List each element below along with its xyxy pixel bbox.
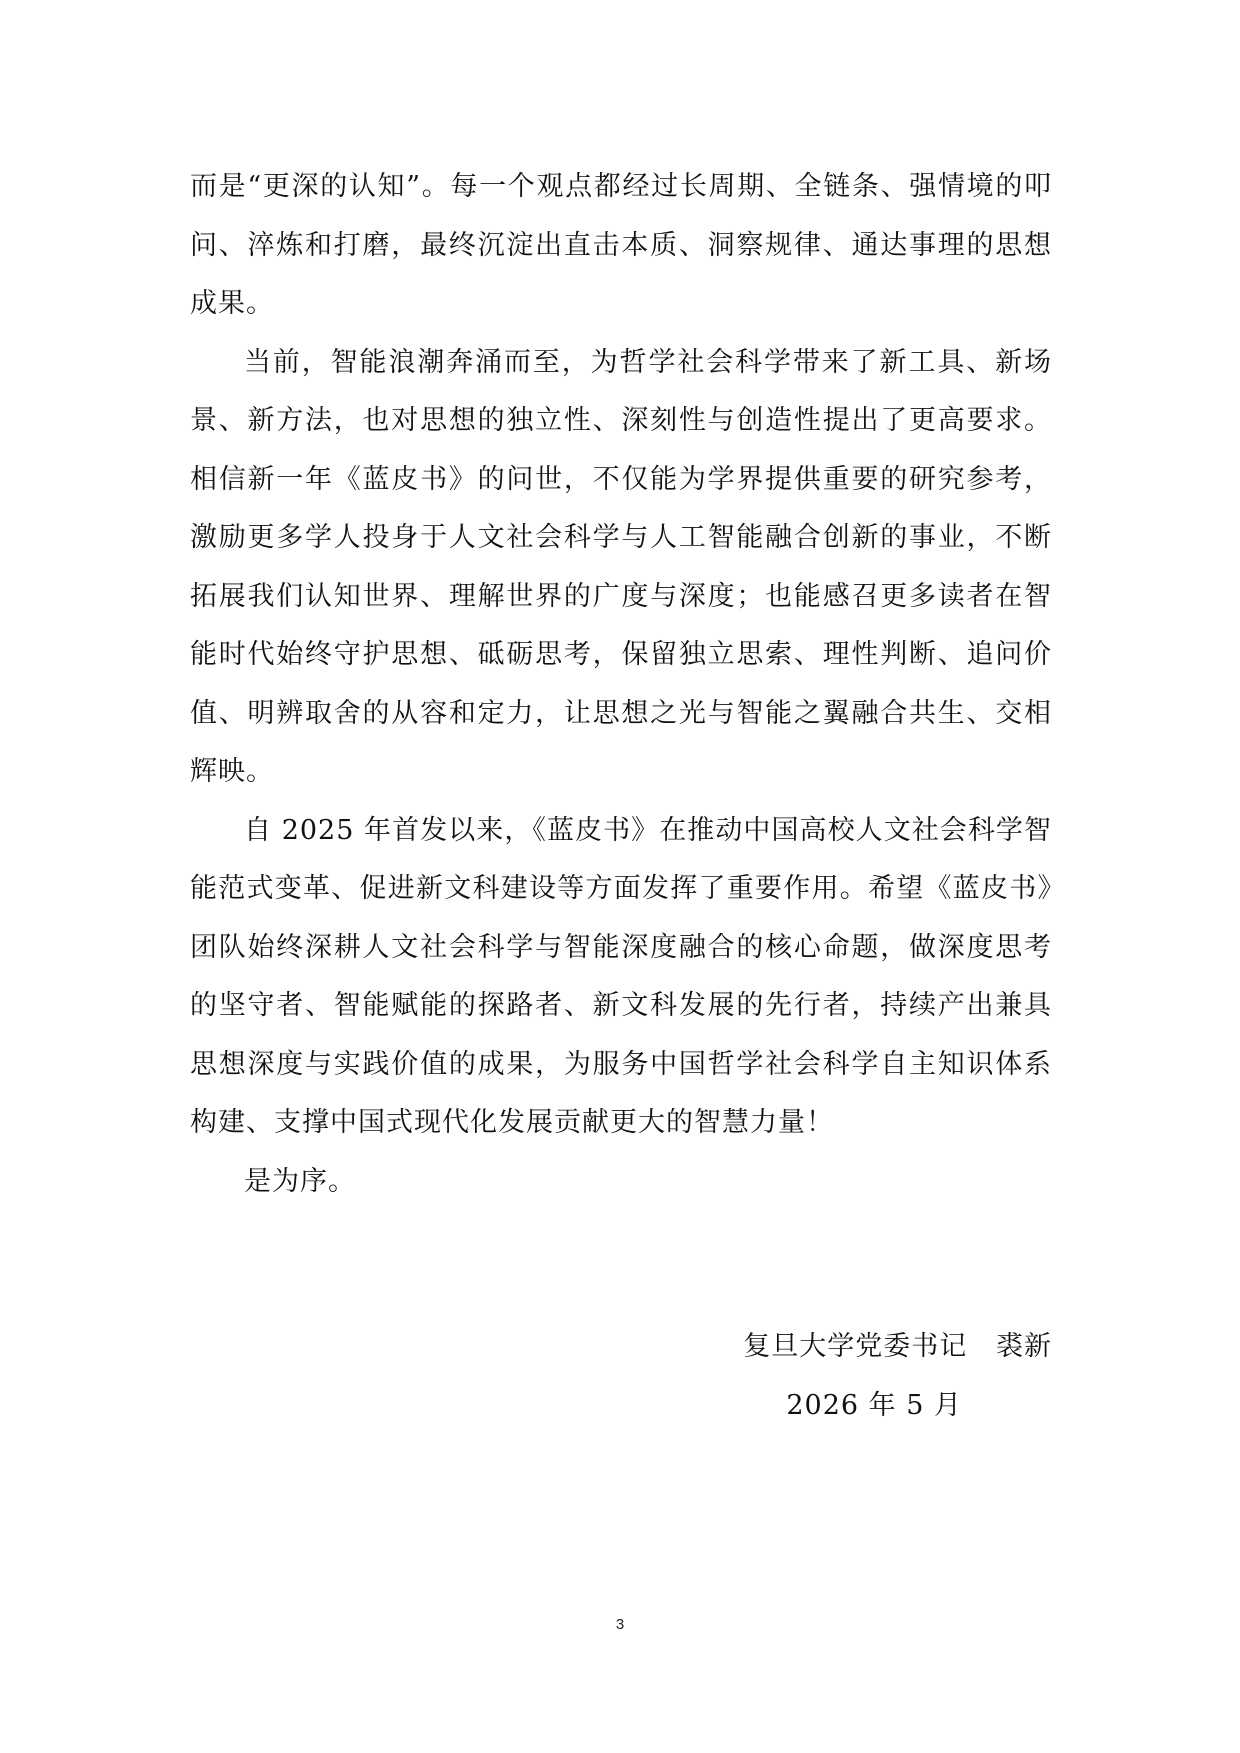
page-number: 3 bbox=[615, 1616, 625, 1633]
signature-block bbox=[452, 1318, 1052, 1435]
signature-date: 2026 年 5 月 bbox=[786, 1389, 962, 1421]
signature-author: 复旦大学党委书记 裘新 bbox=[743, 1331, 1052, 1362]
paragraph-1: 而是“更深的认知”。每一个观点都经过长周期、全链条、强情境的叩问、淬炼和打磨，最终沉淀出直击本质、洞察规律、通达事理的思想成果。 bbox=[190, 171, 1052, 319]
preface-body bbox=[190, 158, 1052, 1211]
paragraph-3: 自 2025 年首发以来，《蓝皮书》在推动中国高校人文社会科学智能范式变革、促进新文科建设等方面发挥了重要作用。希望《蓝皮书》团队始终深耕人文社会科学与智能深度融合的核心命题，做深度思考的坚守者、智能赋能的探路者、新文科发展的先行者，持续产出兼具思想深度与实践价值的成果，为服务中国哲学社会科学自主知识体系构建、支撑中国式现代化发展贡献更大的智慧力量！ bbox=[190, 814, 1052, 1138]
paragraph-2: 当前，智能浪潮奔涌而至，为哲学社会科学带来了新工具、新场景、新方法，也对思想的独立性、深刻性与创造性提出了更高要求。相信新一年《蓝皮书》的问世，不仅能为学界提供重要的研究参考，激励更多学人投身于人文社会科学与人工智能融合创新的事业，不断拓展我们认知世界、理解世界的广度与深度；也能感召更多读者在智能时代始终守护思想、砥砺思考，保留独立思索、理性判断、追问价值、明辨取舍的从容和定力，让思想之光与智能之翼融合共生、交相辉映。 bbox=[190, 346, 1052, 787]
paragraph-4: 是为序。 bbox=[244, 1165, 356, 1197]
